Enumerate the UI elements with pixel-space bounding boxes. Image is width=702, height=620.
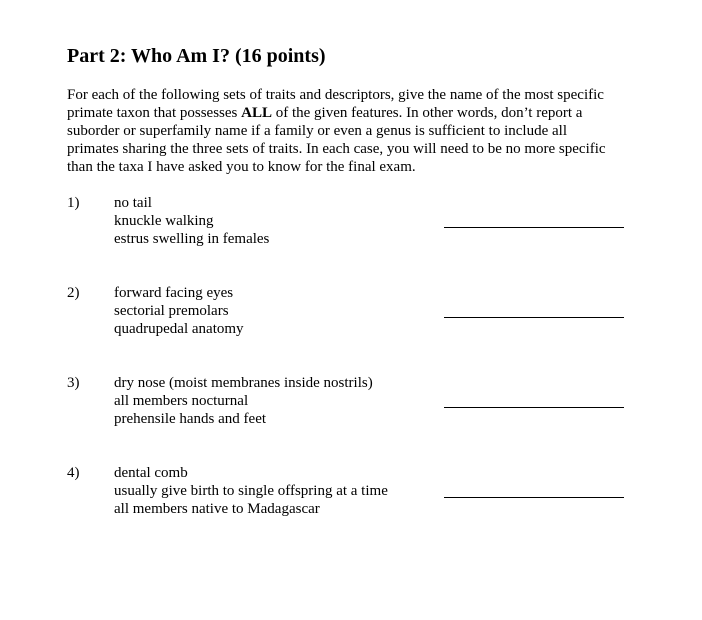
instructions-text: of the given features. In other words, don’t report a (271, 105, 583, 121)
trait-item: sectorial premolars (114, 303, 229, 319)
instructions-text: primate taxon that possesses (67, 105, 242, 121)
question-number: 2) (67, 285, 80, 301)
instructions-line: For each of the following sets of traits and descriptors, give the name of the most specific (67, 87, 604, 103)
instructions-emphasis: ALL (241, 105, 272, 121)
trait-list (114, 194, 269, 248)
instructions-line: than the taxa I have asked you to know for the final exam. (67, 159, 416, 175)
instructions-line: primates sharing the three sets of traits. In each case, you will need to be no more specific (67, 141, 606, 157)
trait-item: quadrupedal anatomy (114, 321, 244, 337)
question-number: 3) (67, 375, 80, 391)
trait-item: all members native to Madagascar (114, 501, 320, 517)
instructions-line (67, 104, 647, 122)
question-1 (67, 194, 627, 254)
instructions-paragraph (67, 86, 647, 176)
question-2 (67, 284, 627, 344)
trait-list (114, 284, 244, 338)
trait-item: knuckle walking (114, 213, 214, 229)
question-3 (67, 374, 627, 434)
answer-blank[interactable] (444, 497, 624, 498)
trait-list (114, 464, 388, 518)
trait-item: no tail (114, 195, 152, 211)
trait-item: dental comb (114, 465, 188, 481)
trait-item: forward facing eyes (114, 285, 234, 301)
trait-item: usually give birth to single offspring at a time (114, 483, 388, 499)
answer-blank[interactable] (444, 317, 624, 318)
question-number: 1) (67, 195, 80, 211)
trait-item: dry nose (moist membranes inside nostrils) (114, 375, 373, 391)
instructions-line: suborder or superfamily name if a family or even a genus is sufficient to include all (67, 123, 567, 139)
trait-item: estrus swelling in females (114, 231, 270, 247)
trait-item: all members nocturnal (114, 393, 249, 409)
section-title: Part 2: Who Am I? (16 points) (67, 45, 326, 67)
question-number: 4) (67, 465, 80, 481)
trait-item: prehensile hands and feet (114, 411, 267, 427)
trait-list (114, 374, 373, 428)
answer-blank[interactable] (444, 227, 624, 228)
answer-blank[interactable] (444, 407, 624, 408)
question-4 (67, 464, 627, 524)
